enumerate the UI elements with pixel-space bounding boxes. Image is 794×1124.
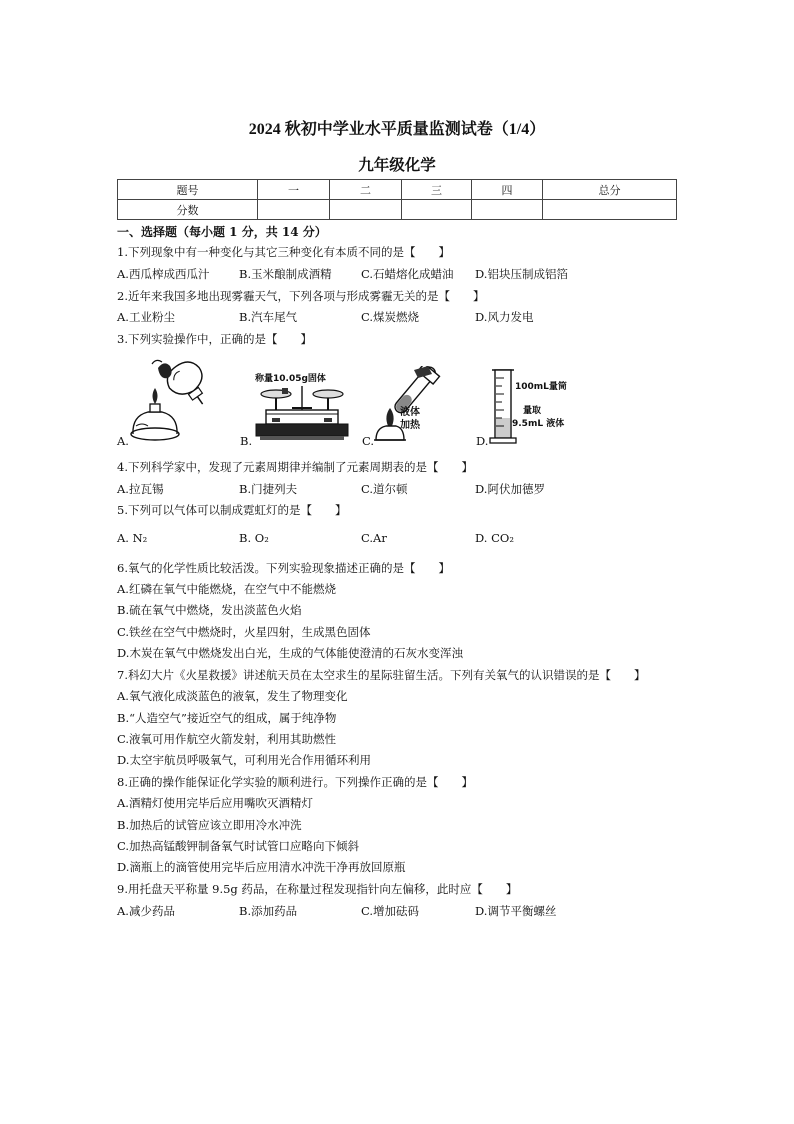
question-stem: 9.用托盘天平称量 9.5g 药品，在称量过程发现指针向左偏移，此时应【 】: [117, 882, 518, 896]
alcohol-lamp-figure: [128, 356, 224, 446]
option: D.风力发电: [475, 310, 534, 324]
option: D.木炭在氧气中燃烧发出白光，生成的气体能使澄清的石灰水变浑浊: [117, 646, 463, 660]
score-table-row: [118, 200, 677, 220]
question-stem: 2.近年来我国多地出现雾霾天气，下列各项与形成雾霾无关的是【 】: [117, 289, 485, 303]
score-header-cell: 总分: [543, 180, 677, 200]
volume-label: 9.5mL 液体: [512, 419, 565, 429]
option-row: [117, 266, 597, 282]
option-row: [117, 903, 597, 919]
score-header-cell: 三: [402, 180, 472, 200]
option: B.硫在氧气中燃烧，发出淡蓝色火焰: [117, 603, 302, 617]
option: C.Ar: [361, 531, 387, 545]
measure-label: 量取: [523, 406, 542, 416]
score-header-cell: 四: [472, 180, 543, 200]
question-stem: 3.下列实验操作中，正确的是【 】: [117, 332, 312, 346]
option: A.西瓜榨成西瓜汁: [117, 267, 210, 281]
option: B.添加药品: [239, 904, 298, 918]
option: D.: [476, 434, 489, 448]
option: C.加热高锰酸钾制备氧气时试管口应略向下倾斜: [117, 839, 360, 853]
section-heading: 一、选择题（每小题 1 分，共 14 分）: [117, 225, 327, 239]
option: A.减少药品: [117, 904, 175, 918]
score-cell[interactable]: [543, 200, 677, 220]
option: D.阿伏加德罗: [475, 482, 545, 496]
option: B.玉米酿制成酒精: [239, 267, 332, 281]
question-stem: 8.正确的操作能保证化学实验的顺利进行。下列操作正确的是【 】: [117, 775, 473, 789]
score-row-label: 分数: [118, 200, 258, 220]
option: A.酒精灯使用完毕后应用嘴吹灭酒精灯: [117, 796, 313, 810]
score-cell[interactable]: [472, 200, 543, 220]
option: D.太空宇航员呼吸氧气，可利用光合作用循环利用: [117, 753, 371, 767]
option: C.石蜡熔化成蜡油: [361, 267, 454, 281]
question-stem: 4.下列科学家中，发现了元素周期律并编制了元素周期表的是【 】: [117, 460, 473, 474]
question-stem: 6.氧气的化学性质比较活泼。下列实验现象描述正确的是【 】: [117, 561, 450, 575]
option-row: [117, 481, 597, 497]
option: D.铝块压制成铝箔: [475, 267, 568, 281]
option: C.液氧可用作航空火箭发射，利用其助燃性: [117, 732, 337, 746]
score-cell[interactable]: [330, 200, 402, 220]
option: A.: [117, 434, 129, 448]
score-table-header-row: [118, 180, 677, 200]
question-stem: 5.下列可以气体可以制成霓虹灯的是【 】: [117, 503, 347, 517]
option: B. O₂: [239, 531, 269, 545]
option: B.汽车尾气: [239, 310, 298, 324]
heating-label: 加热: [400, 420, 420, 431]
score-cell[interactable]: [258, 200, 330, 220]
score-table: [117, 179, 677, 220]
option-row: [117, 309, 597, 325]
option: A.拉瓦锡: [117, 482, 164, 496]
question-stem: 7.科幻大片《火星救援》讲述航天员在太空求生的星际驻留生活。下列有关氧气的认识错误的是【 】: [117, 668, 646, 682]
option: B.: [240, 434, 253, 448]
option: C.铁丝在空气中燃烧时，火星四射，生成黑色固体: [117, 625, 371, 639]
score-header-cell: 题号: [118, 180, 258, 200]
graduated-cylinder-figure: [488, 366, 518, 446]
exam-title: 2024 秋初中学业水平质量监测试卷（1/4）: [248, 121, 546, 138]
option-row: [117, 531, 597, 547]
balance-label: 称量10.05g固体: [255, 374, 326, 384]
cylinder-label: 100mL量筒: [515, 382, 567, 392]
option: A.氧气液化成淡蓝色的液氧，发生了物理变化: [117, 689, 348, 703]
option: C.道尔顿: [361, 482, 408, 496]
option: D.滴瓶上的滴管使用完毕后应用清水冲洗干净再放回原瓶: [117, 860, 406, 874]
option: D. CO₂: [475, 531, 514, 545]
option: B.“人造空气”接近空气的组成，属于纯净物: [117, 711, 337, 725]
liquid-label: 液体: [400, 407, 420, 418]
option: C.: [362, 434, 375, 448]
score-cell[interactable]: [402, 200, 472, 220]
question-stem: 1.下列现象中有一种变化与其它三种变化有本质不同的是【 】: [117, 245, 450, 259]
option: C.煤炭燃烧: [361, 310, 420, 324]
option: A.工业粉尘: [117, 310, 175, 324]
score-header-cell: 二: [330, 180, 402, 200]
option: A. N₂: [117, 531, 148, 545]
option: B.门捷列夫: [239, 482, 298, 496]
score-header-cell: 一: [258, 180, 330, 200]
option: B.加热后的试管应该立即用冷水冲洗: [117, 818, 302, 832]
option: C.增加砝码: [361, 904, 420, 918]
option: D.调节平衡螺丝: [475, 904, 557, 918]
exam-subtitle: 九年级化学: [358, 155, 436, 174]
option: A.红磷在氧气中能燃烧，在空气中不能燃烧: [117, 582, 336, 596]
